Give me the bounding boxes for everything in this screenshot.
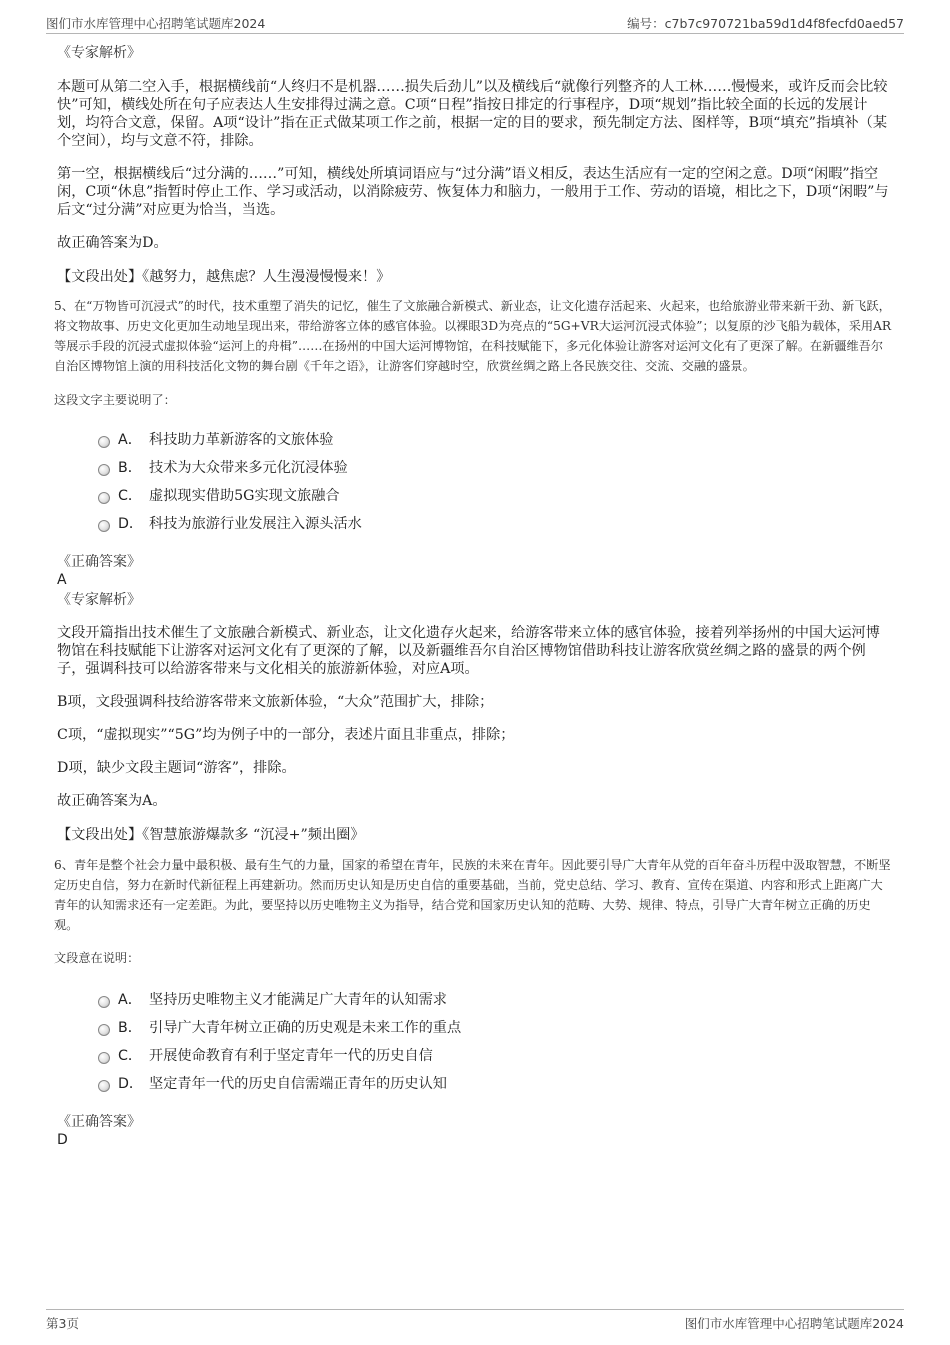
q5-prompt: 这段文字主要说明了： bbox=[54, 393, 176, 407]
q4-analysis-paragraph-1: 本题可从第二空入手，根据横线前“人终归不是机器……损失后劲儿”以及横线后“就像行列整齐的人工林……慢慢来，或许反而会比较快”可知，横线处所在句子应表达人生安排得过满之意。C项“日程”指按日排定的行事程序，D项“规划”指比较全面的长远的发展计划，均符合文意，保留。A项“设计”指在正式做某项工作之前，根据一定的目的要求，预先制定方法、图样等，B项“填充”指填补（某个空间），均与文意不符，排除。 bbox=[57, 79, 888, 149]
option-text: 科技助力革新游客的文旅体验 bbox=[149, 432, 334, 448]
q5-analysis-paragraph-2: B项，文段强调科技给游客带来文旅新体验，“大众”范围扩大，排除； bbox=[57, 694, 494, 710]
q5-option-d[interactable] bbox=[96, 510, 893, 538]
radio-button-icon[interactable] bbox=[98, 464, 110, 476]
q6-answer-label: 《正确答案》 bbox=[57, 1114, 141, 1130]
option-letter: D． bbox=[118, 1076, 144, 1092]
radio-button-icon[interactable] bbox=[98, 996, 110, 1008]
option-text: 坚持历史唯物主义才能满足广大青年的认知需求 bbox=[149, 992, 447, 1008]
q5-analysis-label: 《专家解析》 bbox=[57, 592, 141, 608]
option-text: 引导广大青年树立正确的历史观是未来工作的重点 bbox=[149, 1020, 462, 1036]
document-code: 编号：c7b7c970721ba59d1d4f8fecfd0aed57 bbox=[627, 16, 904, 31]
q5-conclusion: 故正确答案为A。 bbox=[57, 793, 167, 809]
q4-source: 【文段出处】《越努力，越焦虑？人生漫漫慢慢来！》 bbox=[57, 269, 391, 285]
option-letter: A． bbox=[118, 992, 142, 1008]
q6-stem: 6、青年是整个社会力量中最积极、最有生气的力量，国家的希望在青年，民族的未来在青年。因此要引导广大青年从党的百年奋斗历程中汲取智慧，不断坚定历史自信，努力在新时代新征程上再建新功。然而历史认知是历史自信的重要基础，当前，党史总结、学习、教育、宣传在渠道、内容和形式上距离广大青年的认知需求还有一定差距。为此，要坚持以历史唯物主义为指导，结合党和国家历史认知的范畴、大势、规律、特点，引导广大青年树立正确的历史观。 bbox=[54, 858, 891, 932]
radio-button-icon[interactable] bbox=[98, 492, 110, 504]
q5-answer: A bbox=[57, 572, 67, 588]
option-letter: D． bbox=[118, 516, 144, 532]
option-letter: C． bbox=[118, 488, 143, 504]
page-number: 第3页 bbox=[46, 1316, 79, 1331]
option-letter: B． bbox=[118, 460, 142, 476]
q5-analysis-paragraph-4: D项，缺少文段主题词“游客”，排除。 bbox=[57, 760, 296, 776]
radio-button-icon[interactable] bbox=[98, 436, 110, 448]
q5-analysis-paragraph-1: 文段开篇指出技术催生了文旅融合新模式、新业态，让文化遗存火起来，给游客带来立体的感官体验，接着列举扬州的中国大运河博物馆在科技赋能下让游客对运河文化有了更深的了解，以及新疆维吾尔自治区博物馆借助科技让游客欣赏丝绸之路的盛景的两个例子，强调科技可以给游客带来与文化相关的旅游新体验，对应A项。 bbox=[57, 625, 880, 677]
q4-conclusion: 故正确答案为D。 bbox=[57, 235, 168, 251]
q5-answer-label: 《正确答案》 bbox=[57, 554, 141, 570]
q6-option-a[interactable] bbox=[96, 986, 893, 1014]
q5-option-b[interactable] bbox=[96, 454, 893, 482]
q4-analysis-paragraph-2: 第一空，根据横线后“过分满的……”可知，横线处所填词语应与“过分满”语义相反，表达生活应有一定的空闲之意。D项“闲暇”指空闲，C项“休息”指暂时停止工作、学习或活动，以消除疲劳、恢复体力和脑力，一般用于工作、劳动的语境，相比之下，D项“闲暇”与后文“过分满”对应更为恰当，当选。 bbox=[57, 166, 889, 218]
header-title: 图们市水库管理中心招聘笔试题库2024 bbox=[46, 16, 266, 31]
page-footer bbox=[46, 1309, 904, 1332]
radio-button-icon[interactable] bbox=[98, 1080, 110, 1092]
option-text: 技术为大众带来多元化沉浸体验 bbox=[149, 460, 348, 476]
option-text: 坚定青年一代的历史自信需端正青年的历史认知 bbox=[149, 1076, 447, 1092]
q6-options bbox=[96, 986, 893, 1098]
q6-option-b[interactable] bbox=[96, 1014, 893, 1042]
q5-analysis-paragraph-3: C项，“虚拟现实”“5G”均为例子中的一部分，表述片面且非重点，排除； bbox=[57, 727, 515, 743]
radio-button-icon[interactable] bbox=[98, 520, 110, 532]
page-header bbox=[46, 13, 904, 34]
option-letter: A． bbox=[118, 432, 142, 448]
q5-option-c[interactable] bbox=[96, 482, 893, 510]
footer-title: 图们市水库管理中心招聘笔试题库2024 bbox=[684, 1316, 904, 1331]
option-text: 科技为旅游行业发展注入源头活水 bbox=[149, 516, 362, 532]
option-letter: C． bbox=[118, 1048, 143, 1064]
option-text: 虚拟现实借助5G实现文旅融合 bbox=[149, 488, 340, 504]
q4-analysis-label: 《专家解析》 bbox=[57, 45, 141, 61]
option-letter: B． bbox=[118, 1020, 142, 1036]
page-content bbox=[54, 44, 893, 1149]
q6-prompt: 文段意在说明： bbox=[54, 951, 140, 965]
q6-answer: D bbox=[57, 1132, 68, 1148]
q5-options bbox=[96, 426, 893, 538]
radio-button-icon[interactable] bbox=[98, 1052, 110, 1064]
radio-button-icon[interactable] bbox=[98, 1024, 110, 1036]
q5-option-a[interactable] bbox=[96, 426, 893, 454]
q6-option-d[interactable] bbox=[96, 1070, 893, 1098]
q6-option-c[interactable] bbox=[96, 1042, 893, 1070]
q5-stem: 5、在“万物皆可沉浸式”的时代，技术重塑了消失的记忆，催生了文旅融合新模式、新业态，让文化遗存活起来、火起来，也给旅游业带来新干劲、新飞跃，将文物故事、历史文化更加生动地呈现出来，带给游客立体的感官体验。以裸眼3D为亮点的“5G+VR大运河沉浸式体验”；以复原的沙飞船为载体，采用AR等展示手段的沉浸式虚拟体验“运河上的舟楫”……在扬州的中国大运河博物馆，在科技赋能下，多元化体验让游客对运河文化有了更深了解。在新疆维吾尔自治区博物馆上演的用科技活化文物的舞台剧《千年之语》，让游客们穿越时空，欣赏丝绸之路上各民族交往、交流、交融的盛景。 bbox=[54, 299, 892, 373]
q5-source: 【文段出处】《智慧旅游爆款多 “沉浸+”频出圈》 bbox=[57, 827, 365, 843]
option-text: 开展使命教育有利于坚定青年一代的历史自信 bbox=[149, 1048, 433, 1064]
